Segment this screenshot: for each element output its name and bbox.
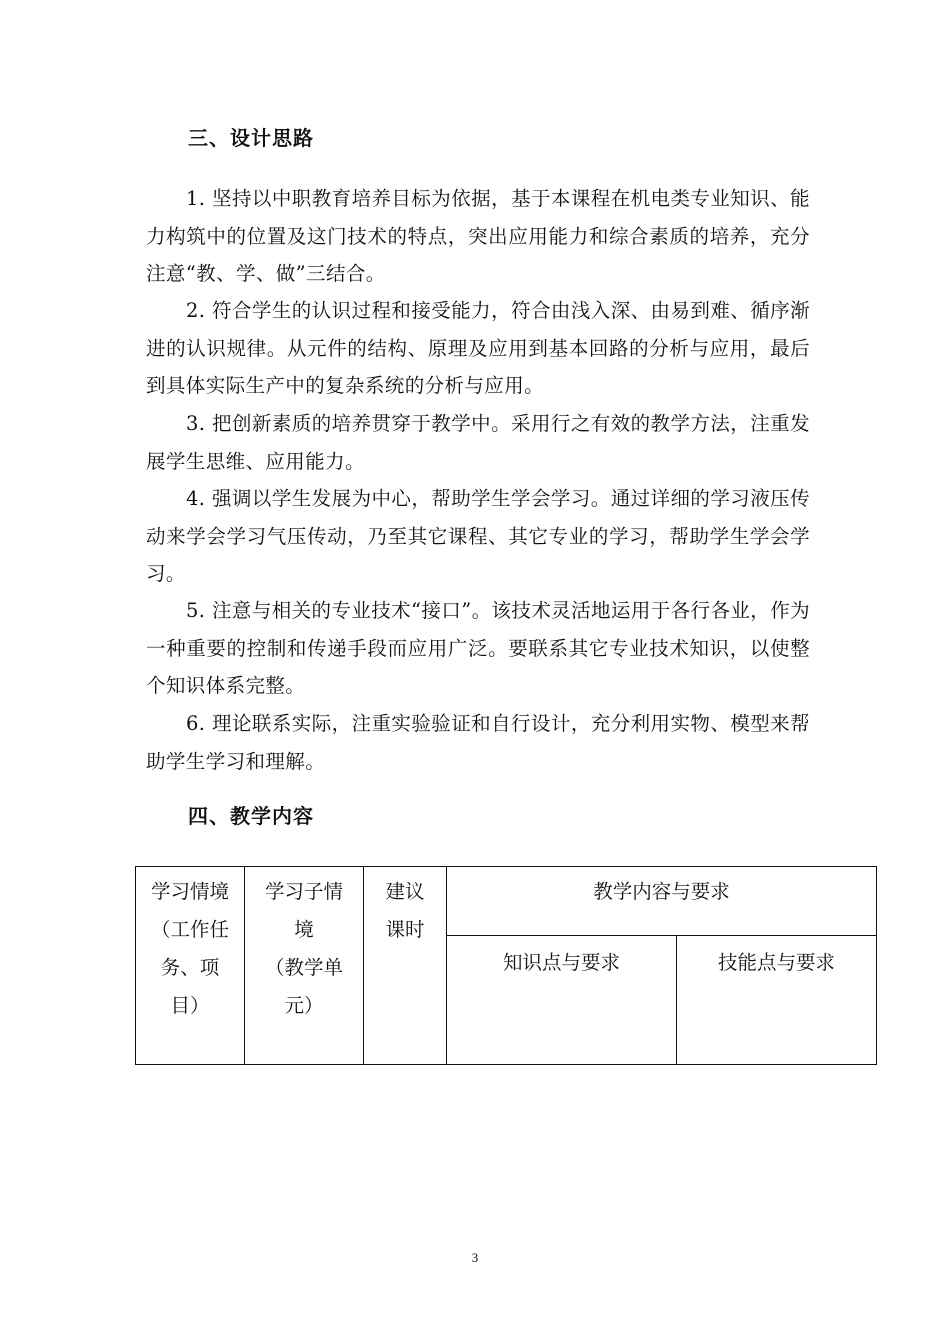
teaching-content-table: [135, 866, 877, 1065]
header-skill-points: 技能点与要求: [677, 936, 877, 1065]
header-learning-situation-line: 学习情境: [150, 880, 229, 903]
paragraph-5: 5. 注意与相关的专业技术“接口”。该技术灵活地运用于各行各业，作为一种重要的控制和传递手段而应用广泛。要联系其它专业技术知识，以使整个知识体系完整。: [146, 599, 810, 697]
paragraph-1: 1. 坚持以中职教育培养目标为依据，基于本课程在机电类专业知识、能力构筑中的位置及这门技术的特点，突出应用能力和综合素质的培养，充分注意“教、学、做”三结合。: [146, 187, 810, 285]
header-sub-situation-line: 学习子情: [264, 880, 343, 903]
header-sub-situation-line: （教学单: [264, 956, 343, 979]
paragraph-3: 3. 把创新素质的培养贯穿于教学中。采用行之有效的教学方法，注重发展学生思维、应用能力。: [146, 412, 810, 473]
header-suggested-hours-line: 课时: [385, 918, 425, 941]
paragraph-6: 6. 理论联系实际，注重实验验证和自行设计，充分利用实物、模型来帮助学生学习和理解。: [146, 712, 810, 773]
header-learning-situation-line: 务、项: [160, 956, 220, 979]
header-suggested-hours: [364, 867, 447, 1065]
header-sub-situation-line: 元）: [284, 994, 324, 1017]
section-heading-teaching-content: 四、教学内容: [188, 804, 314, 828]
paragraph-2: 2. 符合学生的认识过程和接受能力，符合由浅入深、由易到难、循序渐进的认识规律。从元件的结构、原理及应用到基本回路的分析与应用，最后到具体实际生产中的复杂系统的分析与应用。: [146, 299, 810, 397]
header-sub-situation: [245, 867, 364, 1065]
header-learning-situation: [136, 867, 245, 1065]
header-content-requirements: 教学内容与要求: [447, 867, 877, 936]
header-sub-situation-line: 境: [294, 918, 314, 941]
header-learning-situation-line: 目）: [170, 994, 210, 1017]
paragraph-4: 4. 强调以学生发展为中心，帮助学生学会学习。通过详细的学习液压传动来学会学习气压传动，乃至其它课程、其它专业的学习，帮助学生学会学习。: [146, 487, 810, 585]
page-number: 3: [471, 1250, 479, 1265]
table-header-row: [136, 867, 877, 936]
header-knowledge-points: 知识点与要求: [447, 936, 677, 1065]
section-heading-design-approach: 三、设计思路: [188, 126, 314, 150]
header-learning-situation-line: （工作任: [150, 918, 229, 941]
header-suggested-hours-line: 建议: [385, 880, 425, 903]
